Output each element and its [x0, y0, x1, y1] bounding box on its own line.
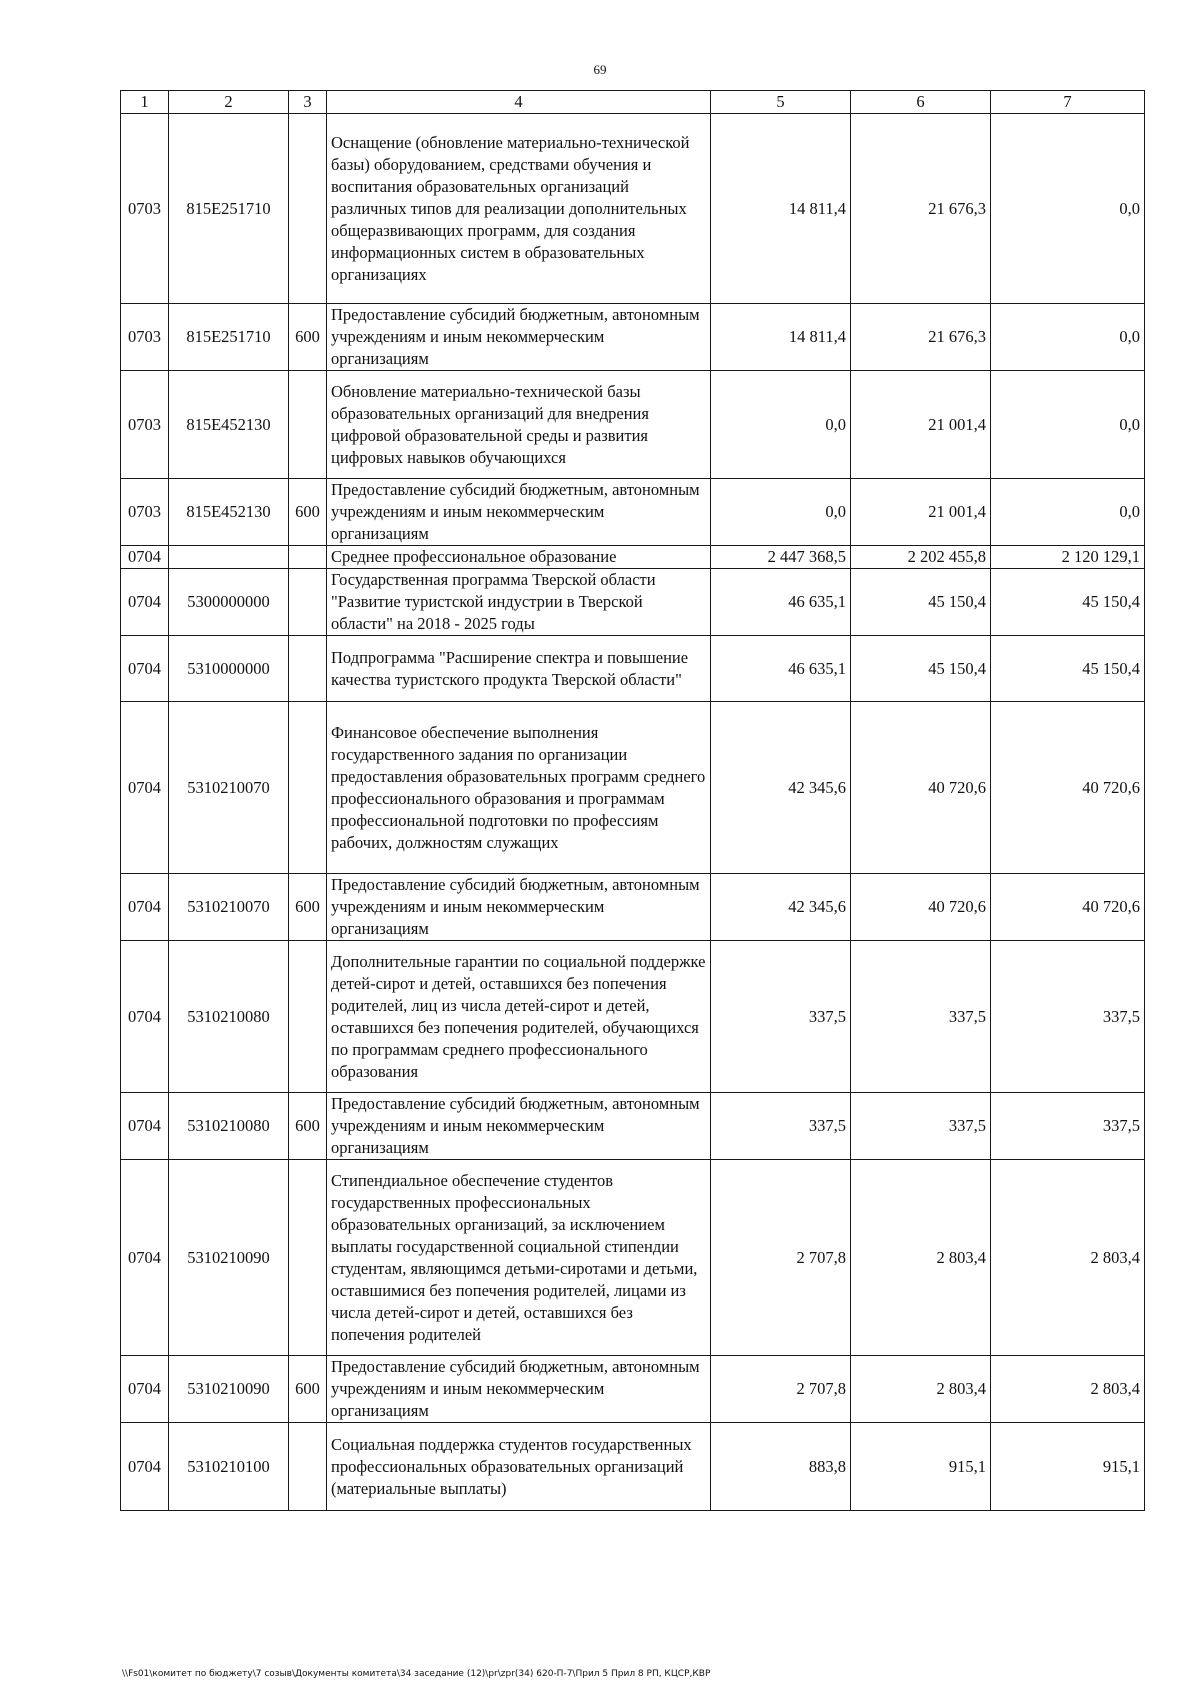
expense-type-cell — [289, 569, 327, 636]
amount-col5-cell: 2 707,8 — [711, 1356, 851, 1423]
amount-col7-cell: 337,5 — [991, 1093, 1145, 1160]
page-number: 69 — [593, 62, 607, 77]
section-code-cell: 0704 — [121, 569, 169, 636]
amount-col7-cell: 45 150,4 — [991, 636, 1145, 702]
expense-type-cell — [289, 546, 327, 569]
expense-type-cell: 600 — [289, 304, 327, 371]
target-code-cell: 5310210090 — [169, 1160, 289, 1356]
section-code-cell: 0704 — [121, 546, 169, 569]
target-code-cell: 815E251710 — [169, 304, 289, 371]
amount-col6-cell: 337,5 — [851, 941, 991, 1093]
table-row — [121, 1356, 1145, 1423]
column-number: 2 — [169, 91, 289, 114]
expense-type-cell — [289, 1160, 327, 1356]
amount-col6-cell: 45 150,4 — [851, 569, 991, 636]
amount-col6-cell: 40 720,6 — [851, 702, 991, 874]
section-code-cell: 0704 — [121, 702, 169, 874]
item-name-cell: Дополнительные гарантии по социальной поддержке детей-сирот и детей, оставшихся без попечения родителей, лиц из числа детей-сирот и детей, оставшихся без попечения родителей, обучающихся по программам среднего профессионального образования — [327, 941, 711, 1093]
expense-type-cell — [289, 1423, 327, 1511]
budget-table — [120, 90, 1145, 1511]
table-row — [121, 1160, 1145, 1356]
item-name-cell: Стипендиальное обеспечение студентов государственных профессиональных образовательных организаций, за исключением выплаты государственной социальной стипендии студентам, являющимся детьми-сиротами и детьми, оставшимися без попечения родителей, лицами из числа детей-сирот и детей, оставшихся без попечения родителей — [327, 1160, 711, 1356]
table-row — [121, 546, 1145, 569]
table-row — [121, 1423, 1145, 1511]
amount-col5-cell: 14 811,4 — [711, 114, 851, 304]
item-name-cell: Предоставление субсидий бюджетным, автономным учреждениям и иным некоммерческим организациям — [327, 479, 711, 546]
section-code-cell: 0704 — [121, 874, 169, 941]
column-number-row — [121, 91, 1145, 114]
amount-col7-cell: 2 120 129,1 — [991, 546, 1145, 569]
amount-col5-cell: 42 345,6 — [711, 702, 851, 874]
target-code-cell: 5310210070 — [169, 874, 289, 941]
amount-col6-cell: 337,5 — [851, 1093, 991, 1160]
column-number: 4 — [327, 91, 711, 114]
table-row — [121, 479, 1145, 546]
table-row — [121, 636, 1145, 702]
section-code-cell: 0703 — [121, 371, 169, 479]
amount-col7-cell: 0,0 — [991, 371, 1145, 479]
amount-col6-cell: 45 150,4 — [851, 636, 991, 702]
column-number: 6 — [851, 91, 991, 114]
target-code-cell: 5310210090 — [169, 1356, 289, 1423]
amount-col5-cell: 0,0 — [711, 479, 851, 546]
table-row — [121, 371, 1145, 479]
amount-col6-cell: 40 720,6 — [851, 874, 991, 941]
item-name-cell: Предоставление субсидий бюджетным, автономным учреждениям и иным некоммерческим организациям — [327, 874, 711, 941]
amount-col5-cell: 883,8 — [711, 1423, 851, 1511]
section-code-cell: 0703 — [121, 114, 169, 304]
item-name-cell: Предоставление субсидий бюджетным, автономным учреждениям и иным некоммерческим организациям — [327, 1093, 711, 1160]
table-row — [121, 941, 1145, 1093]
file-path-footer: \\Fs01\комитет по бюджету\7 созыв\Документы комитета\34 заседание (12)\pr\zpr(34) 620-П-7\Прил 5 Прил 8 РП, КЦСР,КВР — [122, 1669, 711, 1679]
amount-col5-cell: 337,5 — [711, 941, 851, 1093]
amount-col7-cell: 40 720,6 — [991, 874, 1145, 941]
table-row — [121, 874, 1145, 941]
expense-type-cell — [289, 371, 327, 479]
expense-type-cell — [289, 114, 327, 304]
expense-type-cell — [289, 702, 327, 874]
table-row — [121, 702, 1145, 874]
amount-col5-cell: 0,0 — [711, 371, 851, 479]
amount-col5-cell: 46 635,1 — [711, 636, 851, 702]
amount-col5-cell: 14 811,4 — [711, 304, 851, 371]
expense-type-cell — [289, 941, 327, 1093]
section-code-cell: 0704 — [121, 1093, 169, 1160]
amount-col6-cell: 915,1 — [851, 1423, 991, 1511]
target-code-cell: 5300000000 — [169, 569, 289, 636]
amount-col6-cell: 2 202 455,8 — [851, 546, 991, 569]
amount-col7-cell: 337,5 — [991, 941, 1145, 1093]
item-name-cell: Социальная поддержка студентов государственных профессиональных образовательных организаций (материальные выплаты) — [327, 1423, 711, 1511]
expense-type-cell: 600 — [289, 874, 327, 941]
expense-type-cell: 600 — [289, 479, 327, 546]
section-code-cell: 0704 — [121, 1423, 169, 1511]
table-row — [121, 569, 1145, 636]
amount-col7-cell: 915,1 — [991, 1423, 1145, 1511]
amount-col6-cell: 21 001,4 — [851, 371, 991, 479]
amount-col5-cell: 337,5 — [711, 1093, 851, 1160]
amount-col6-cell: 21 676,3 — [851, 304, 991, 371]
table-row — [121, 304, 1145, 371]
section-code-cell: 0703 — [121, 479, 169, 546]
target-code-cell — [169, 546, 289, 569]
amount-col7-cell: 0,0 — [991, 479, 1145, 546]
target-code-cell: 815E251710 — [169, 114, 289, 304]
section-code-cell: 0704 — [121, 1160, 169, 1356]
item-name-cell: Оснащение (обновление материально-технической базы) оборудованием, средствами обучения и воспитания образовательных организаций различных типов для реализации дополнительных общеразвивающих программ, для создания информационных систем в образовательных организациях — [327, 114, 711, 304]
item-name-cell: Государственная программа Тверской области "Развитие туристской индустрии в Тверской области" на 2018 - 2025 годы — [327, 569, 711, 636]
target-code-cell: 815E452130 — [169, 479, 289, 546]
table-row — [121, 1093, 1145, 1160]
expense-type-cell: 600 — [289, 1093, 327, 1160]
amount-col7-cell: 40 720,6 — [991, 702, 1145, 874]
amount-col7-cell: 0,0 — [991, 114, 1145, 304]
table-row — [121, 114, 1145, 304]
amount-col6-cell: 2 803,4 — [851, 1160, 991, 1356]
item-name-cell: Среднее профессиональное образование — [327, 546, 711, 569]
section-code-cell: 0704 — [121, 941, 169, 1093]
amount-col6-cell: 21 001,4 — [851, 479, 991, 546]
target-code-cell: 815E452130 — [169, 371, 289, 479]
target-code-cell: 5310210080 — [169, 941, 289, 1093]
amount-col5-cell: 2 447 368,5 — [711, 546, 851, 569]
amount-col7-cell: 0,0 — [991, 304, 1145, 371]
section-code-cell: 0703 — [121, 304, 169, 371]
target-code-cell: 5310000000 — [169, 636, 289, 702]
amount-col7-cell: 45 150,4 — [991, 569, 1145, 636]
column-number: 7 — [991, 91, 1145, 114]
item-name-cell: Предоставление субсидий бюджетным, автономным учреждениям и иным некоммерческим организациям — [327, 304, 711, 371]
section-code-cell: 0704 — [121, 636, 169, 702]
item-name-cell: Обновление материально-технической базы образовательных организаций для внедрения цифровой образовательной среды и развития цифровых навыков обучающихся — [327, 371, 711, 479]
item-name-cell: Подпрограмма "Расширение спектра и повышение качества туристского продукта Тверской области" — [327, 636, 711, 702]
expense-type-cell — [289, 636, 327, 702]
section-code-cell: 0704 — [121, 1356, 169, 1423]
expense-type-cell: 600 — [289, 1356, 327, 1423]
amount-col6-cell: 21 676,3 — [851, 114, 991, 304]
item-name-cell: Предоставление субсидий бюджетным, автономным учреждениям и иным некоммерческим организациям — [327, 1356, 711, 1423]
target-code-cell: 5310210070 — [169, 702, 289, 874]
amount-col7-cell: 2 803,4 — [991, 1356, 1145, 1423]
column-number: 3 — [289, 91, 327, 114]
column-number: 1 — [121, 91, 169, 114]
amount-col5-cell: 2 707,8 — [711, 1160, 851, 1356]
amount-col5-cell: 42 345,6 — [711, 874, 851, 941]
target-code-cell: 5310210080 — [169, 1093, 289, 1160]
target-code-cell: 5310210100 — [169, 1423, 289, 1511]
amount-col6-cell: 2 803,4 — [851, 1356, 991, 1423]
item-name-cell: Финансовое обеспечение выполнения государственного задания по организации предоставления образовательных программ среднего профессионального образования и программам профессиональной подготовки по профессиям рабочих, должностям служащих — [327, 702, 711, 874]
column-number: 5 — [711, 91, 851, 114]
amount-col7-cell: 2 803,4 — [991, 1160, 1145, 1356]
amount-col5-cell: 46 635,1 — [711, 569, 851, 636]
